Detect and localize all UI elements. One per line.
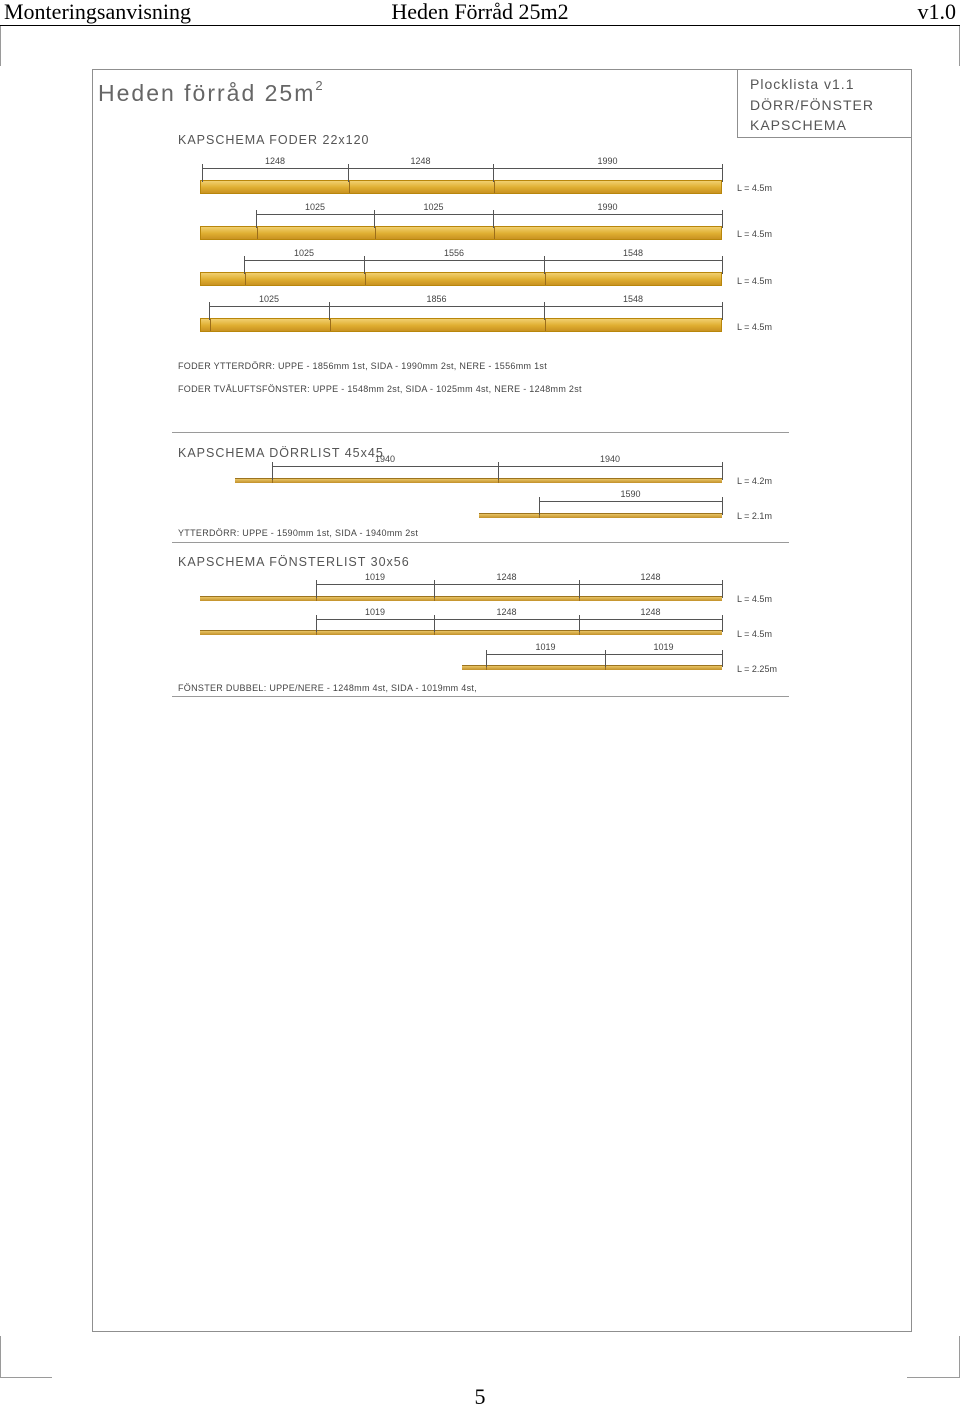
- dimension-line: [256, 214, 722, 215]
- crop-mark: [0, 1336, 1, 1378]
- dimension-tick: [348, 164, 349, 182]
- dimension-tick: [272, 462, 273, 480]
- board-fonsterlist: [200, 630, 722, 635]
- header-left: Monteringsanvisning: [4, 0, 191, 24]
- section-divider: [172, 696, 789, 697]
- page-number: 5: [474, 1384, 486, 1409]
- note-foder-ytterdorr: FODER YTTERDÖRR: UPPE - 1856mm 1st, SIDA - 1990mm 2st, NERE - 1556mm 1st: [178, 361, 548, 371]
- board-length-label: L = 4.5m: [737, 594, 772, 604]
- dimension-tick: [244, 256, 245, 274]
- board-length-label: L = 4.5m: [737, 229, 772, 239]
- titlebox-line3: KAPSCHEMA: [750, 117, 847, 133]
- cut-line: [245, 273, 246, 285]
- dimension-tick: [722, 650, 723, 667]
- dimension-tick: [316, 580, 317, 598]
- cut-length-label: 1548: [622, 248, 644, 258]
- dimension-tick: [329, 302, 330, 320]
- dimension-tick: [434, 615, 435, 632]
- cut-length-label: 1019: [364, 572, 386, 582]
- note-foder-fonster: FODER TVÅLUFTSFÖNSTER: UPPE - 1548mm 2st, SIDA - 1025mm 4st, NERE - 1248mm 2st: [178, 384, 582, 394]
- cut-line: [375, 227, 376, 239]
- dimension-tick: [722, 497, 723, 515]
- dimension-tick: [722, 256, 723, 274]
- section-heading-dorrlist: KAPSCHEMA DÖRRLIST 45x45: [178, 446, 384, 460]
- cut-line: [494, 181, 495, 193]
- dimension-line: [486, 654, 722, 655]
- board-fonsterlist: [462, 665, 722, 670]
- note-fonsterlist: FÖNSTER DUBBEL: UPPE/NERE - 1248mm 4st, SIDA - 1019mm 4st,: [178, 683, 477, 693]
- dimension-tick: [374, 210, 375, 228]
- board-length-label: L = 4.5m: [737, 183, 772, 193]
- crop-mark: [0, 26, 1, 66]
- cut-line: [545, 319, 546, 331]
- drawing-title-sup: 2: [315, 78, 325, 93]
- cut-length-label: 1590: [620, 489, 641, 499]
- cut-length-label: 1940: [599, 454, 621, 464]
- cut-length-label: 1248: [496, 607, 517, 617]
- dimension-tick: [256, 210, 257, 228]
- cut-length-label: 1248: [264, 156, 286, 166]
- dimension-tick: [722, 210, 723, 228]
- cut-line: [330, 319, 331, 331]
- cut-length-label: 1025: [258, 294, 280, 304]
- section-heading-fonsterlist: KAPSCHEMA FÖNSTERLIST 30x56: [178, 555, 410, 569]
- dimension-tick: [579, 580, 580, 598]
- board-fonsterlist: [200, 596, 722, 601]
- dimension-tick: [202, 164, 203, 182]
- dimension-line: [202, 168, 722, 169]
- cut-length-label: 1548: [622, 294, 644, 304]
- dimension-tick: [544, 256, 545, 274]
- board-length-label: L = 4.2m: [737, 476, 772, 486]
- cut-length-label: 1019: [653, 642, 674, 652]
- cut-length-label: 1248: [496, 572, 517, 582]
- board-dorrlist: [479, 513, 722, 518]
- dimension-tick: [434, 580, 435, 598]
- cut-length-label: 1025: [423, 202, 444, 212]
- dimension-tick: [722, 462, 723, 480]
- dimension-tick: [722, 302, 723, 320]
- board-length-label: L = 4.5m: [737, 629, 772, 639]
- dimension-tick: [316, 615, 317, 632]
- dimension-line: [244, 260, 722, 261]
- titlebox-line1: Plocklista v1.1: [750, 76, 855, 92]
- dimension-tick: [486, 650, 487, 667]
- cut-length-label: 1019: [364, 607, 386, 617]
- dimension-tick: [493, 210, 494, 228]
- cut-line: [210, 319, 211, 331]
- section-heading-foder: KAPSCHEMA FODER 22x120: [178, 133, 370, 147]
- crop-mark: [907, 1377, 960, 1378]
- cut-length-label: 1856: [426, 294, 447, 304]
- board-length-label: L = 4.5m: [737, 276, 772, 286]
- cut-length-label: 1556: [443, 248, 465, 258]
- dimension-line: [316, 619, 722, 620]
- cut-line: [257, 227, 258, 239]
- board-length-label: L = 4.5m: [737, 322, 772, 332]
- dimension-tick: [722, 580, 723, 598]
- board-foder: [200, 272, 722, 286]
- cut-length-label: 1248: [640, 607, 661, 617]
- dimension-tick: [493, 164, 494, 182]
- drawing-title: [98, 80, 325, 107]
- cut-line: [494, 227, 495, 239]
- cut-line: [545, 273, 546, 285]
- dimension-tick: [544, 302, 545, 320]
- board-dorrlist: [235, 478, 722, 483]
- dimension-tick: [539, 497, 540, 515]
- cut-length-label: 1990: [597, 202, 618, 212]
- section-divider: [172, 542, 789, 543]
- dimension-tick: [579, 615, 580, 632]
- dimension-line: [316, 584, 722, 585]
- drawing-frame: [92, 69, 912, 1332]
- cut-line: [365, 273, 366, 285]
- dimension-tick: [605, 650, 606, 667]
- board-foder: [200, 180, 722, 194]
- header-rule: [0, 25, 960, 26]
- section-divider: [172, 432, 789, 433]
- cut-length-label: 1248: [640, 572, 661, 582]
- cut-length-label: 1990: [597, 156, 618, 166]
- dimension-tick: [722, 164, 723, 182]
- dimension-tick: [722, 615, 723, 632]
- dimension-line: [539, 501, 722, 502]
- board-foder: [200, 318, 722, 332]
- cut-length-label: 1940: [374, 454, 396, 464]
- board-length-label: L = 2.25m: [737, 664, 777, 674]
- drawing-title-text: Heden förråd 25m: [98, 80, 316, 106]
- header-center: Heden Förråd 25m2: [391, 0, 569, 24]
- header-right: v1.0: [917, 0, 956, 24]
- dimension-tick: [498, 462, 499, 480]
- dimension-line: [272, 466, 722, 467]
- crop-mark: [0, 1377, 52, 1378]
- board-length-label: L = 2.1m: [737, 511, 772, 521]
- dimension-tick: [364, 256, 365, 274]
- dimension-line: [209, 306, 722, 307]
- board-foder: [200, 226, 722, 240]
- note-dorrlist: YTTERDÖRR: UPPE - 1590mm 1st, SIDA - 1940mm 2st: [178, 528, 419, 538]
- titlebox-line2: DÖRR/FÖNSTER: [750, 97, 874, 113]
- cut-length-label: 1248: [410, 156, 431, 166]
- cut-length-label: 1025: [293, 248, 315, 258]
- cut-line: [349, 181, 350, 193]
- dimension-tick: [209, 302, 210, 320]
- cut-length-label: 1019: [535, 642, 556, 652]
- cut-length-label: 1025: [304, 202, 326, 212]
